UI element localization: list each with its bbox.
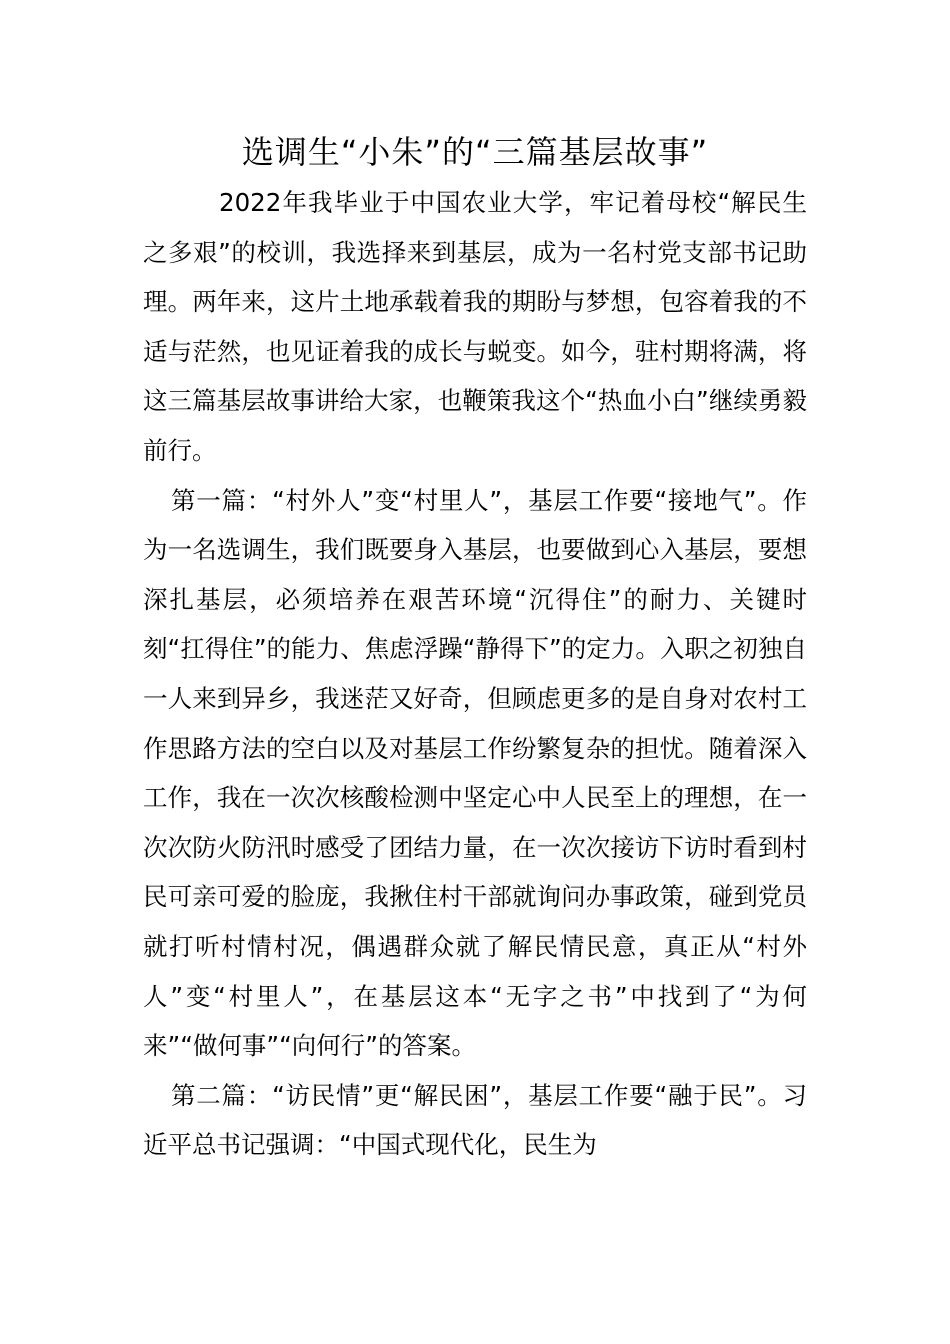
- document-body: [143, 178, 807, 1170]
- document-title: 选调生“小朱”的“三篇基层故事”: [241, 133, 709, 171]
- paragraph-intro: 2022年我毕业于中国农业大学，牢记着母校“解民生之多艰”的校训，我选择来到基层，成为一名村党支部书记助理。两年来，这片土地承载着我的期盼与梦想，包容着我的不适与茫然，也见证着我的成长与蜕变。如今，驻村期将满，将这三篇基层故事讲给大家，也鞭策我这个“热血小白”继续勇毅前行。: [143, 188, 807, 465]
- paragraph-section-two: 第二篇：“访民情”更“解民困”，基层工作要“融于民”。习近平总书记强调：“中国式现代化，民生为: [143, 1080, 807, 1160]
- paragraph-section-one: 第一篇：“村外人”变“村里人”，基层工作要“接地气”。作为一名选调生，我们既要身入基层，也要做到心入基层，要想深扎基层，必须培养在艰苦环境“沉得住”的耐力、关键时刻“扛得住”的能力、焦虑浮躁“静得下”的定力。入职之初独自一人来到异乡，我迷茫又好奇，但顾虑更多的是自身对农村工作思路方法的空白以及对基层工作纷繁复杂的担忧。随着深入工作，我在一次次核酸检测中坚定心中人民至上的理想，在一次次防火防汛时感受了团结力量，在一次次接访下访时看到村民可亲可爱的脸庞，我揪住村干部就询问办事政策，碰到党员就打听村情村况，偶遇群众就了解民情民意，真正从“村外人”变“村里人”，在基层这本“无字之书”中找到了“为何来”“做何事”“向何行”的答案。: [143, 485, 807, 1061]
